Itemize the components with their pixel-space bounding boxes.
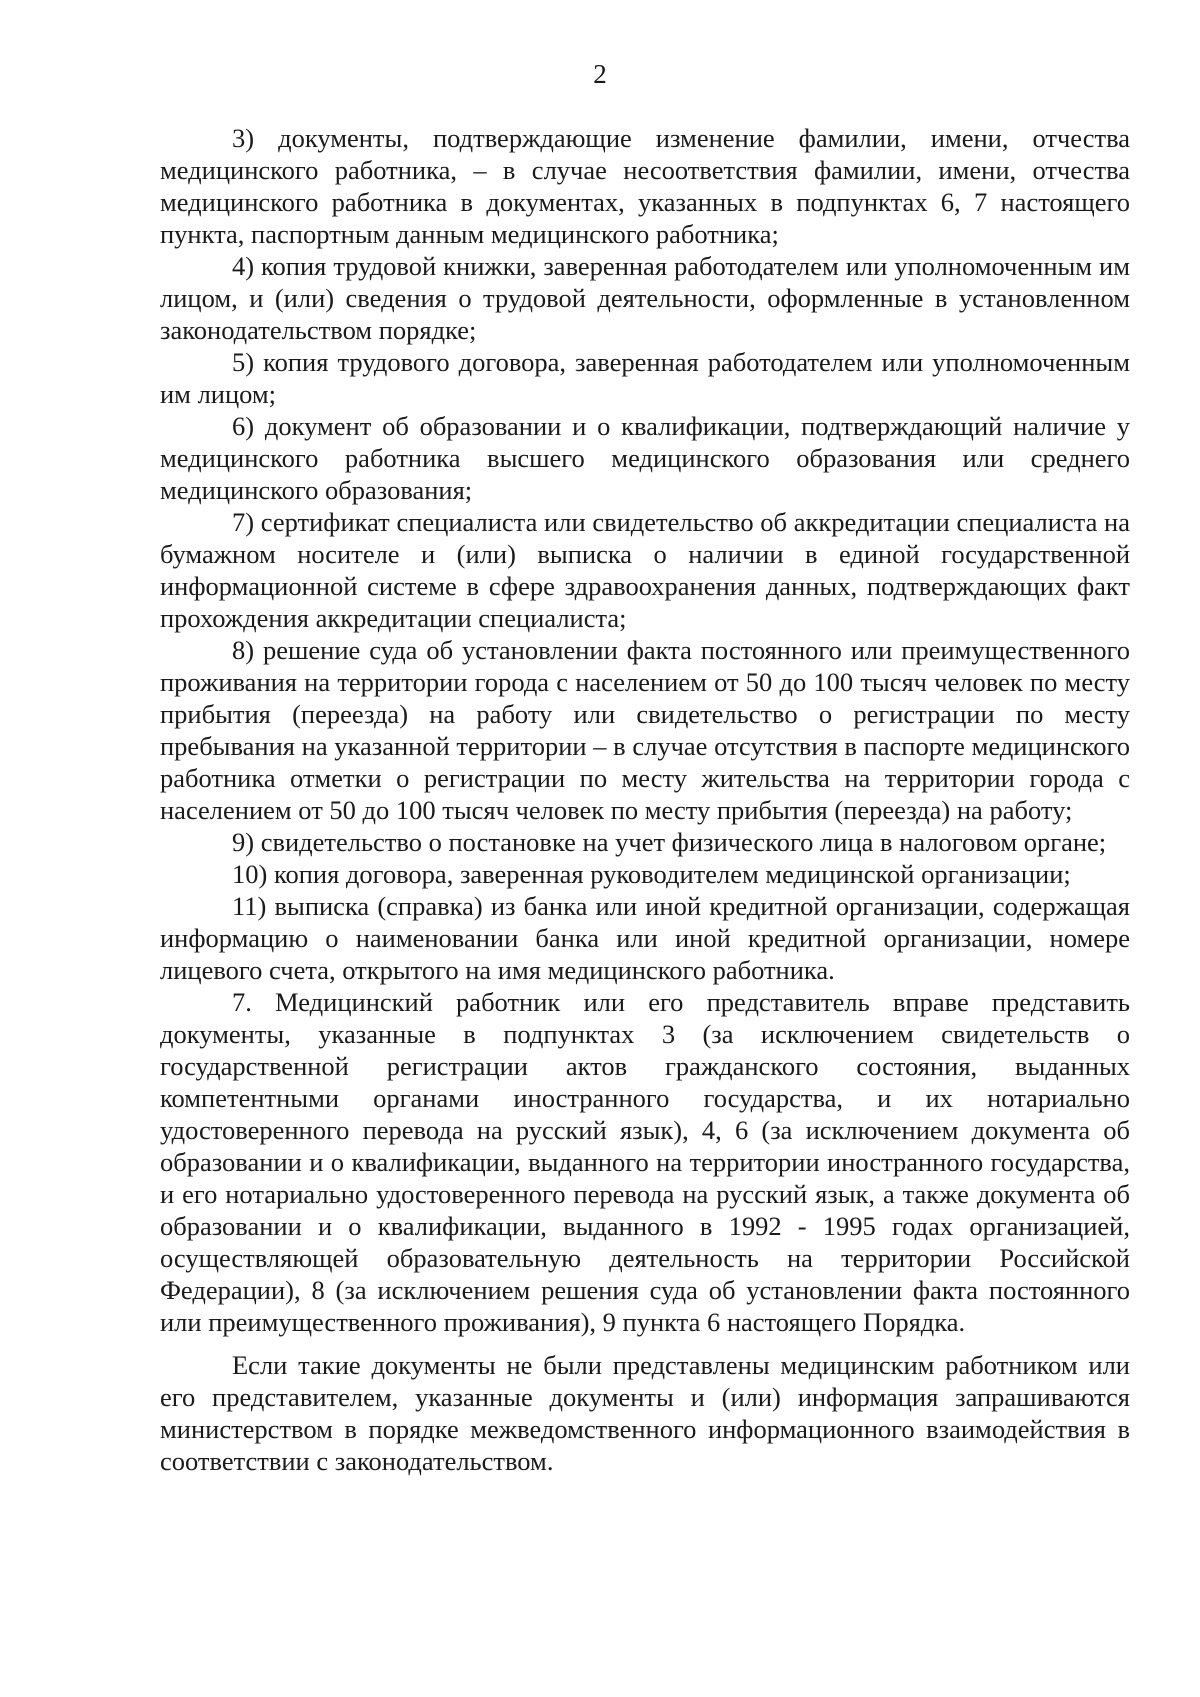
paragraph-clause-7: 7. Медицинский работник или его представитель вправе представить документы, указанные в подпунктах 3 (за исключением свидетельств о государственной регистрации актов гражданского состояния, выданных компетентными органами иностранного государства, и их нотариально удостоверенного перевода на русский язык), 4, 6 (за исключением документа об образовании и о квалификации, выданного на территории иностранного государства, и его нотариально удостоверенного перевода на русский язык, а также документа об образовании и о квалификации, выданного в 1992 - 1995 годах организацией, осуществляющей образовательную деятельность на территории Российской Федерации), 8 (за исключением решения суда об установлении факта постоянного или преимущественного проживания), 9 пункта 6 настоящего Порядка. bbox=[160, 987, 1130, 1337]
page-number: 2 bbox=[593, 59, 607, 89]
paragraph-item-7: 7) сертификат специалиста или свидетельство об аккредитации специалиста на бумажном носителе и (или) выписка о наличии в единой государственной информационной системе в сфере здравоохранения данных, подтверждающих факт прохождения аккредитации специалиста; bbox=[160, 507, 1130, 633]
paragraph-item-9: 9) свидетельство о постановке на учет физического лица в налоговом органе; bbox=[232, 827, 1107, 857]
paragraph-item-3: 3) документы, подтверждающие изменение фамилии, имени, отчества медицинского работника, – в случае несоответствия фамилии, имени, отчества медицинского работника в документах, указанных в подпунктах 6, 7 настоящего пункта, паспортным данным медицинского работника; bbox=[160, 123, 1130, 249]
paragraph-interagency-request: Если такие документы не были представлены медицинским работником или его представителем, указанные документы и (или) информация запрашиваются министерством в порядке межведомственного информационного взаимодействия в соответствии с законодательством. bbox=[160, 1350, 1130, 1476]
paragraph-item-11: 11) выписка (справка) из банка или иной кредитной организации, содержащая информацию о наименовании банка или иной кредитной организации, номере лицевого счета, открытого на имя медицинского работника. bbox=[160, 891, 1130, 985]
paragraph-item-10: 10) копия договора, заверенная руководителем медицинской организации; bbox=[232, 859, 1071, 889]
document-body bbox=[160, 122, 1130, 1477]
paragraph-item-5: 5) копия трудового договора, заверенная работодателем или уполномоченным им лицом; bbox=[160, 347, 1130, 409]
paragraph-item-4: 4) копия трудовой книжки, заверенная работодателем или уполномоченным им лицом, и (или) сведения о трудовой деятельности, оформленные в установленном законодательством порядке; bbox=[160, 251, 1130, 345]
paragraph-item-6: 6) документ об образовании и о квалификации, подтверждающий наличие у медицинского работника высшего медицинского образования или среднего медицинского образования; bbox=[160, 411, 1130, 505]
paragraph-item-8: 8) решение суда об установлении факта постоянного или преимущественного проживания на территории города с населением от 50 до 100 тысяч человек по месту прибытия (переезда) на работу или свидетельство о регистрации по месту пребывания на указанной территории – в случае отсутствия в паспорте медицинского работника отметки о регистрации по месту жительства на территории города с населением от 50 до 100 тысяч человек по месту прибытия (переезда) на работу; bbox=[160, 635, 1130, 825]
